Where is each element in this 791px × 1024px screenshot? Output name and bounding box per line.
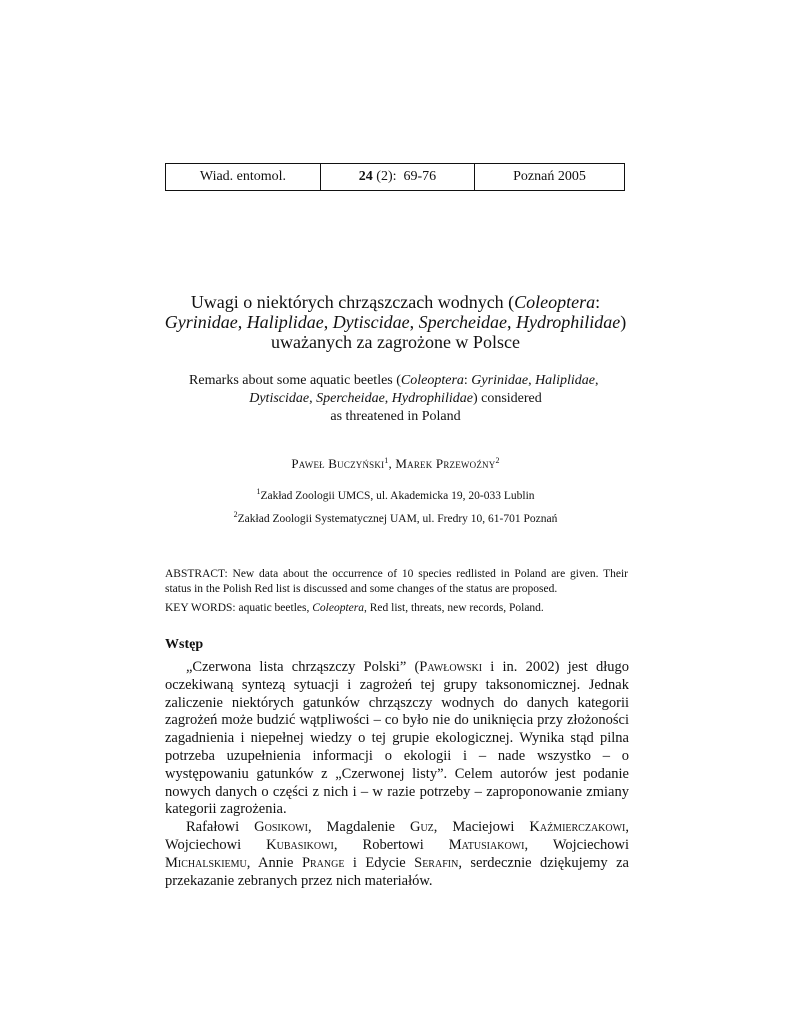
kw-end: , Red list, threats, new records, Poland.	[363, 602, 544, 614]
key-words	[165, 601, 628, 616]
title-pl-text: Uwagi o niektórych chrząszczach wodnych (	[190, 292, 515, 312]
title-en-family: Spercheidae	[316, 391, 385, 406]
kw-start: KEY WORDS: aquatic beetles,	[165, 602, 313, 614]
author1-last: Buczyński	[328, 456, 385, 471]
title-en-family: Hydrophilidae	[391, 391, 473, 406]
title-pl-sep: ,	[237, 312, 247, 332]
ack-text: i Edycie	[344, 854, 415, 871]
ack-text: , Wojciechowi	[524, 836, 633, 853]
author1-first: Paweł	[291, 456, 325, 471]
ack-name: Michalskiemu	[165, 854, 247, 871]
title-pl-family: Spercheidae	[418, 312, 507, 332]
ack-text: , Magdalenie	[307, 819, 410, 836]
citation-author: Pawłowski	[419, 659, 483, 675]
ack-name: Gosikowi	[254, 819, 308, 836]
ack-name: Prange	[301, 854, 345, 871]
title-en-sep: ,	[528, 373, 536, 388]
title-en-line3: as threatened in Poland	[330, 409, 461, 424]
abstract: ABSTRACT: New data about the occurrence of 10 species redlisted in Poland are given. Their status in the Polish Red list is discussed and some changes of the status are proposed.	[165, 568, 628, 595]
title-en-family: Dytiscidae	[249, 391, 310, 406]
title-pl-taxon: Coleoptera	[514, 292, 596, 312]
p1-rest: i in. 2002) jest długo oczekiwaną syntezą sytuacji i zagrożeń tej grupy taksonomicznej. Jednak zaliczenie niektórych gatunków chrząszczy wodnych do danych kategorii zagrożeń może budzić wątpliwości – co było nie do uniknięcia przy złożoności zagadnienia i niepełnej wiedzy o tej grupie ekologicznej. Wynika stąd pilna potrzeba uzupełnienia informacji o ekologii i – nade wszystko – o występowaniu gatunków z „Czerwonej listy”. Celem autorów jest podanie nowych danych o części z nich i – w razie potrzeby – zaproponowanie zmiany kategorii zagrożenia.	[165, 659, 629, 818]
affiliation-2	[150, 510, 641, 525]
title-en-taxon: Coleoptera	[400, 373, 464, 388]
title-pl-line3: uważanych za zagrożone w Polsce	[271, 332, 520, 352]
issue-pages: (2): 69-76	[372, 169, 437, 184]
title-pl-family: Gyrinidae	[164, 312, 238, 332]
affiliation-1	[150, 487, 641, 502]
authors-sep: ,	[388, 456, 396, 471]
author2-last: Przewoźny	[435, 456, 496, 471]
ack-text: , Robertowi	[333, 836, 449, 853]
p1-start: „Czerwona lista chrząszczy Polski” (	[186, 659, 420, 675]
author2-first: Marek	[395, 456, 433, 471]
affiliation-text: Zakład Zoologii Systematycznej UAM, ul. Fredry 10, 61-701 Poznań	[237, 513, 558, 525]
journal-header-box	[165, 163, 625, 191]
ack-text: , Maciejowi	[433, 819, 530, 836]
author1-sup: 1	[384, 456, 389, 465]
title-en-end: ) considered	[472, 391, 542, 406]
title-pl-sep: ,	[409, 312, 419, 332]
ack-name: Matusiakowi	[448, 836, 525, 853]
title-english	[150, 372, 641, 426]
ack-text: , serdecznie dziękujemy za przekazanie zebranych przez nich materiałów.	[165, 854, 629, 889]
ack-text: , Wojciechowi	[165, 819, 633, 853]
paragraph-1	[165, 659, 629, 819]
body-text	[165, 659, 633, 890]
ack-name: Kubasikowi	[266, 836, 334, 853]
journal-name: Wiad. entomol.	[166, 164, 321, 190]
title-pl-colon: :	[595, 292, 601, 312]
author2-sup: 2	[495, 456, 500, 465]
section-heading: Wstęp	[165, 637, 204, 652]
title-en-family: Haliplidae	[535, 373, 595, 388]
ack-text: Rafałowi	[186, 819, 255, 836]
title-en-sep: ,	[384, 391, 392, 406]
volume-number: 24	[358, 169, 373, 184]
title-en-sep: ,	[594, 373, 602, 388]
kw-taxon: Coleoptera	[312, 602, 364, 614]
title-pl-family: Haliplidae	[246, 312, 324, 332]
ack-name: Kaźmierczakowi	[529, 819, 626, 836]
place-year: Poznań 2005	[513, 169, 586, 184]
title-en-family: Gyrinidae	[471, 373, 529, 388]
title-pl-sep: ,	[506, 312, 516, 332]
title-en-text: Remarks about some aquatic beetles (	[189, 373, 401, 388]
volume-issue	[321, 164, 475, 190]
affiliation-sup: 2	[233, 510, 238, 519]
paragraph-2	[165, 819, 633, 890]
authors-line	[150, 456, 641, 472]
ack-name: Serafin	[414, 854, 459, 871]
title-pl-family: Hydrophilidae	[515, 312, 621, 332]
title-polish	[150, 292, 641, 352]
affiliation-sup: 1	[256, 487, 261, 496]
title-en-colon: :	[463, 373, 472, 388]
title-pl-sep: ,	[323, 312, 333, 332]
title-en-sep: ,	[309, 391, 317, 406]
ack-text: , Annie	[246, 854, 302, 871]
ack-name: Guz	[409, 819, 434, 836]
affiliation-text: Zakład Zoologii UMCS, ul. Akademicka 19, 20-033 Lublin	[260, 490, 535, 502]
title-pl-family: Dytiscidae	[332, 312, 410, 332]
title-pl-close: )	[620, 312, 627, 332]
